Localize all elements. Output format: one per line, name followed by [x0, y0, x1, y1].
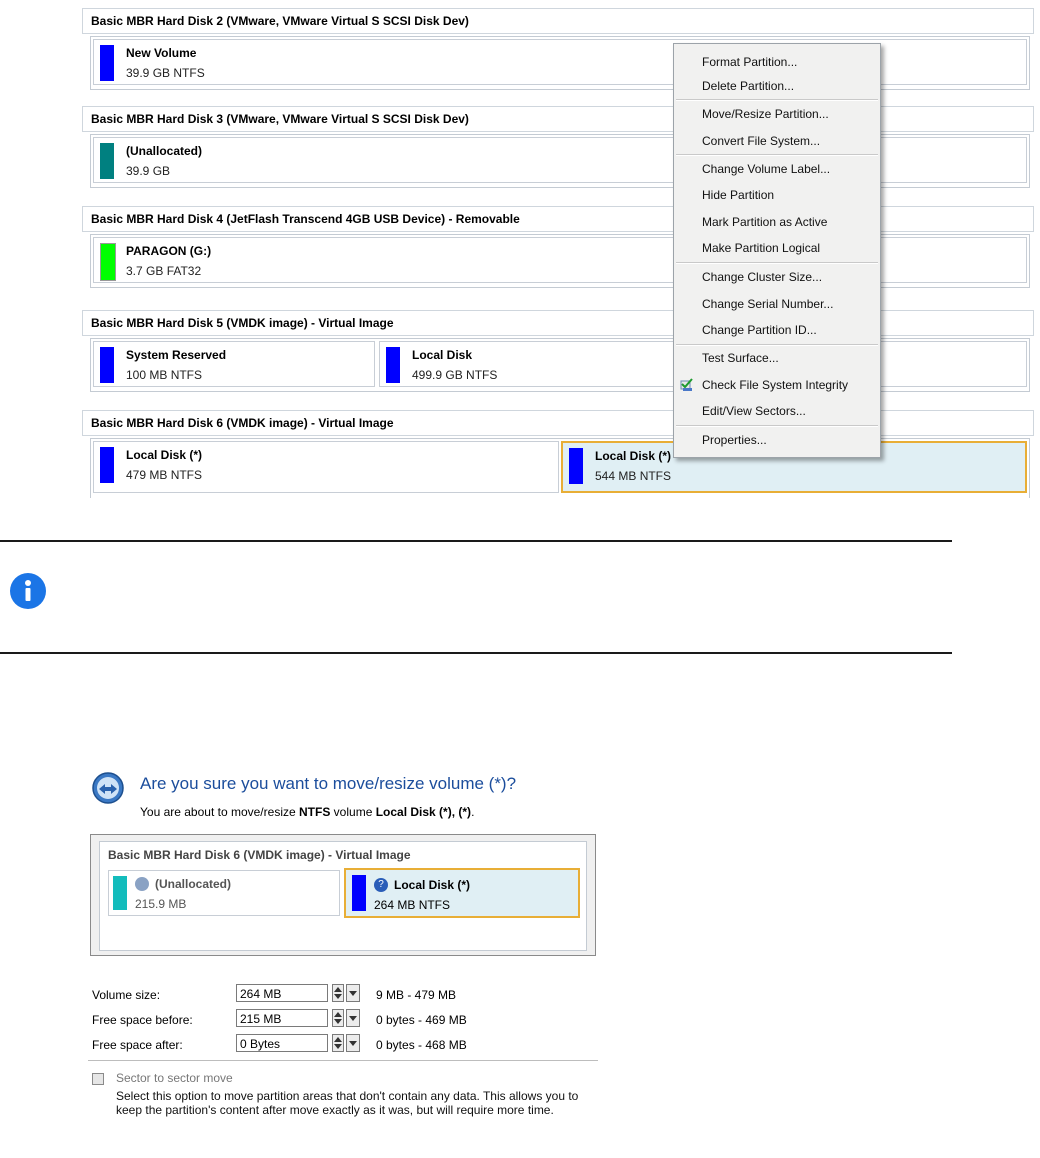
menu-make-partition-logical[interactable]: Make Partition Logical [702, 241, 821, 255]
volume-size-input[interactable]: 264 MB [236, 984, 328, 1002]
volume-size-spinner[interactable] [332, 984, 344, 1002]
menu-move-resize-partition[interactable]: Move/Resize Partition... [702, 107, 829, 121]
disk-header[interactable] [82, 8, 1034, 34]
partition-info: 100 MB NTFS [126, 368, 203, 382]
volume-size-range: 9 MB - 479 MB [376, 988, 457, 1002]
free-before-range: 0 bytes - 469 MB [376, 1013, 467, 1027]
disk-title: Basic MBR Hard Disk 6 (VMDK image) - Virtual Image [91, 416, 394, 430]
disk-title: Basic MBR Hard Disk 2 (VMware, VMware Virtual S SCSI Disk Dev) [91, 14, 469, 28]
partition-name: PARAGON (G:) [126, 244, 212, 258]
dialog-partition-unallocated[interactable] [108, 870, 340, 916]
ntfs-usage-bar [100, 45, 114, 81]
size-fields [88, 962, 598, 1042]
partition-new-volume[interactable] [93, 39, 1027, 85]
disk-partitions [90, 338, 1030, 392]
partition-name: System Reserved [126, 348, 227, 362]
free-after-range: 0 bytes - 468 MB [376, 1038, 467, 1052]
status-icon [135, 877, 149, 891]
unallocated-bar [113, 876, 127, 910]
partition-name: Local Disk (*) [394, 878, 471, 892]
ntfs-usage-bar [100, 347, 114, 383]
info-badge-icon: ? [374, 878, 388, 892]
disk-title: Basic MBR Hard Disk 5 (VMDK image) - Virtual Image [91, 316, 394, 330]
menu-properties[interactable]: Properties... [702, 433, 767, 447]
disk-partitions [90, 134, 1030, 188]
info-icon [10, 573, 46, 609]
menu-edit-view-sectors[interactable]: Edit/View Sectors... [702, 404, 806, 418]
disk-partitions [90, 36, 1030, 90]
volume-size-unit-dropdown[interactable] [346, 984, 360, 1002]
ntfs-usage-bar [386, 347, 400, 383]
disk-header[interactable] [82, 310, 1034, 336]
partition-info: 215.9 MB [135, 897, 187, 911]
free-after-unit-dropdown[interactable] [346, 1034, 360, 1052]
partition-context-menu [673, 43, 881, 458]
dialog-disk-map [90, 834, 596, 956]
subtitle-text: You are about to move/resize [140, 805, 299, 819]
menu-test-surface[interactable]: Test Surface... [702, 351, 779, 365]
partition-name: (Unallocated) [126, 144, 203, 158]
partition-info: 499.9 GB NTFS [412, 368, 498, 382]
disk-header[interactable] [82, 106, 1034, 132]
menu-separator [676, 344, 878, 346]
partition-info: 264 MB NTFS [374, 898, 451, 912]
disk-partitions [90, 438, 1030, 498]
note-top-rule [0, 540, 952, 542]
disk-header[interactable] [82, 206, 1034, 232]
subtitle-text: volume [330, 805, 376, 819]
sector-move-description: Select this option to move partition areas that don't contain any data. This allows you to keep the partition's content after move exactly as it was, but will require more time. [116, 1089, 579, 1117]
move-resize-confirm-dialog [88, 762, 598, 1062]
menu-separator [676, 425, 878, 427]
menu-convert-file-system[interactable]: Convert File System... [702, 134, 821, 148]
disk-partitions [90, 234, 1030, 288]
unallocated-bar [100, 143, 114, 179]
partition-info: 39.9 GB [126, 164, 171, 178]
subtitle-text: . [471, 805, 475, 819]
sector-move-checkbox[interactable] [92, 1073, 104, 1085]
menu-separator [676, 154, 878, 156]
menu-change-partition-id[interactable]: Change Partition ID... [702, 323, 817, 337]
partition-name: (Unallocated) [155, 877, 232, 891]
free-before-unit-dropdown[interactable] [346, 1009, 360, 1027]
disk-title: Basic MBR Hard Disk 3 (VMware, VMware Virtual S SCSI Disk Dev) [91, 112, 469, 126]
menu-separator [676, 99, 878, 101]
dialog-disk-title: Basic MBR Hard Disk 6 (VMDK image) - Virtual Image [108, 848, 411, 862]
partition-name: Local Disk (*) [126, 448, 203, 462]
fat32-usage-bar [100, 243, 116, 281]
subtitle-fs: NTFS [299, 805, 331, 819]
partition-paragon[interactable] [93, 237, 1027, 283]
partition-info: 479 MB NTFS [126, 468, 203, 482]
free-after-label: Free space after: [92, 1038, 183, 1052]
partition-info: 3.7 GB FAT32 [126, 264, 202, 278]
ntfs-usage-bar [569, 448, 583, 484]
ntfs-usage-bar [100, 447, 114, 483]
disk-header[interactable] [82, 410, 1034, 436]
dialog-disk [99, 841, 587, 951]
menu-separator [676, 262, 878, 264]
free-after-input[interactable]: 0 Bytes [236, 1034, 328, 1052]
ntfs-usage-bar [352, 875, 366, 911]
menu-change-cluster-size[interactable]: Change Cluster Size... [702, 270, 823, 284]
partition-info: 39.9 GB NTFS [126, 66, 205, 80]
menu-format-partition[interactable]: Format Partition... [702, 55, 798, 69]
free-before-input[interactable]: 215 MB [236, 1009, 328, 1027]
partition-name: Local Disk (*) [595, 449, 672, 463]
partition-name: New Volume [126, 46, 197, 60]
disk-map [82, 0, 1040, 500]
menu-change-volume-label[interactable]: Change Volume Label... [702, 162, 831, 176]
partition-unallocated[interactable] [93, 137, 1027, 183]
volume-size-label: Volume size: [92, 988, 161, 1002]
subtitle-volume: Local Disk (*), (*) [375, 805, 472, 819]
check-disk-icon [680, 378, 694, 392]
menu-check-file-system-integrity[interactable]: Check File System Integrity [702, 378, 849, 392]
dialog-partition-local-disk-selected[interactable] [344, 868, 580, 918]
partition-name: Local Disk [412, 348, 473, 362]
partition-info: 544 MB NTFS [595, 469, 672, 483]
size-fields-row3 [88, 1033, 598, 1063]
free-after-spinner[interactable] [332, 1034, 344, 1052]
sector-move-label: Sector to sector move [116, 1071, 233, 1085]
menu-delete-partition[interactable]: Delete Partition... [702, 79, 795, 93]
dialog-subtitle [140, 805, 474, 819]
move-resize-icon [92, 772, 124, 804]
menu-hide-partition[interactable]: Hide Partition [702, 188, 775, 202]
partition-system-reserved[interactable] [93, 341, 375, 387]
dialog-separator [88, 1060, 598, 1061]
partition-local-disk-1[interactable] [93, 441, 559, 493]
note-bottom-rule [0, 652, 952, 654]
menu-mark-partition-active[interactable]: Mark Partition as Active [702, 215, 828, 229]
menu-change-serial-number[interactable]: Change Serial Number... [702, 297, 834, 311]
disk-title: Basic MBR Hard Disk 4 (JetFlash Transcend 4GB USB Device) - Removable [91, 212, 520, 226]
dialog-title: Are you sure you want to move/resize volume (*)? [140, 774, 517, 793]
free-before-spinner[interactable] [332, 1009, 344, 1027]
free-before-label: Free space before: [92, 1013, 193, 1027]
